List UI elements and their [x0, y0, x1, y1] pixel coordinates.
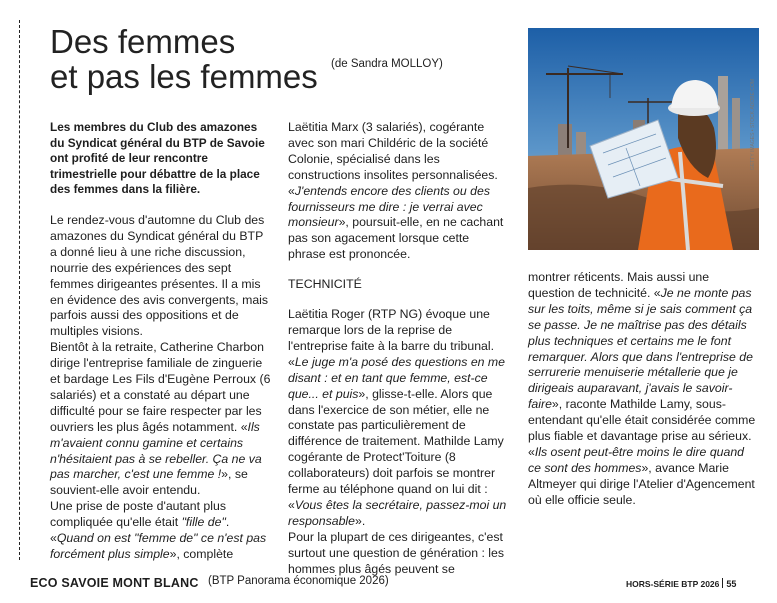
footer-issue: HORS-SÉRIE BTP 2026: [626, 579, 720, 589]
page-title: [50, 24, 318, 94]
paragraph-marie: «Ils osent peut-être moins le dire quand ce sont des hommes», avance Marie Altmeyer qui dirige l'Atelier d'Agencement où elle officie seule.: [528, 444, 755, 507]
footer-page-info: [626, 578, 736, 589]
paragraph-generation: Pour la plupart de ces dirigeantes, c'est surtout une question de génération : les hommes plus âgés peuvent se: [288, 529, 505, 576]
title-line-2: et pas les femmes: [50, 58, 318, 95]
column-2: [288, 120, 510, 577]
title-line-1: Des femmes: [50, 23, 236, 60]
column-1: [50, 120, 272, 563]
paragraph-laetitia-marx: Laëtitia Marx (3 salariés), cogérante avec son mari Childéric de la société Colonie, spécialisé dans les constructions insolites personnalisées. «J'entends encore des clients ou des fournisseurs me dire : je verrai avec monsieur», poursuit-elle, en ne cachant pas son agacement lorsque cette phrase est prononcée.: [288, 120, 504, 262]
footer-source: (BTP Panorama économique 2026): [208, 575, 389, 587]
paragraph-fille-de: Une prise de poste d'autant plus compliquée qu'elle était "fille de". «Quand on est "femme de" ce n'est pas forcément plus simple», complète: [50, 499, 267, 561]
dashed-margin-line: [19, 20, 20, 560]
construction-worker-image: [528, 28, 759, 250]
article-photo: [528, 28, 759, 250]
footer-publication: ECO SAVOIE MONT BLANC: [30, 576, 199, 590]
paragraph-technicite: montrer réticents. Mais aussi une question de technicité. «Je ne monte pas sur les toits, même si je sais comment ça se passe. Je ne maîtrise pas des détails plus techniques et certains me le font remarquer. Alors que dans l'entreprise de serrurerie menuiserie métallerie que je dirigeais auparavant, j'avais le savoir-faire», raconte Mathilde Lamy, sous-entendant qu'elle était considérée comme plus fiable et davantage prise au sérieux.: [528, 270, 756, 444]
photo-credit: GETTY IMAGES • STOCK.ADOBE.COM: [750, 78, 756, 170]
footer-divider: [722, 578, 723, 588]
paragraph-intro: Le rendez-vous d'automne du Club des amazones du Syndicat général du BTP a donné lieu à une riche discussion, nourrie des expériences des sept femmes dirigeantes présentes. Il a mis en évidence des avis convergents, mais parfois aussi des oppositions et de multiples visions.: [50, 212, 269, 339]
paragraph-laetitia-roger: Laëtitia Roger (RTP NG) évoque une remarque lors de la reprise de l'entreprise faite à la barre du tribunal. «Le juge m'a posé des questions en me disant : et en tant que femme, est-ce que... et puis», glisse-t-elle. Alors que dans l'exercice de son métier, elle ne constate pas particulièrement de différence de traitement. Mathilde Lamy cogérante de Protect'Toiture (8 collaborateurs) doit parfois se montrer ferme au téléphone quand on lui dit : «Vous êtes la secrétaire, passez-moi un responsable».: [288, 307, 507, 528]
section-subhead: TECHNICITÉ: [288, 277, 362, 292]
paragraph-catherine: Bientôt à la retraite, Catherine Charbon dirige l'entreprise familiale de zinguerie et bardage Les Fils d'Eugène Perroux (6 salariés) et a constaté au départ une difficulté pour se faire respecter par les ouvriers les plus âgés notamment. «Ils m'avaient connu gamine et certains n'hésitaient pas à se rebeller. Ça ne va pas marcher, c'est une femme !», se souvient-elle avoir entendu.: [50, 340, 271, 498]
page-number: 55: [726, 579, 737, 589]
author-byline: (de Sandra MOLLOY): [331, 58, 443, 70]
article-lead: Les membres du Club des amazones du Syndicat général du BTP de Savoie ont profité de leur rencontre trimestrielle pour débattre de la place des femmes dans la filière.: [50, 120, 265, 197]
column-3: [528, 270, 756, 509]
